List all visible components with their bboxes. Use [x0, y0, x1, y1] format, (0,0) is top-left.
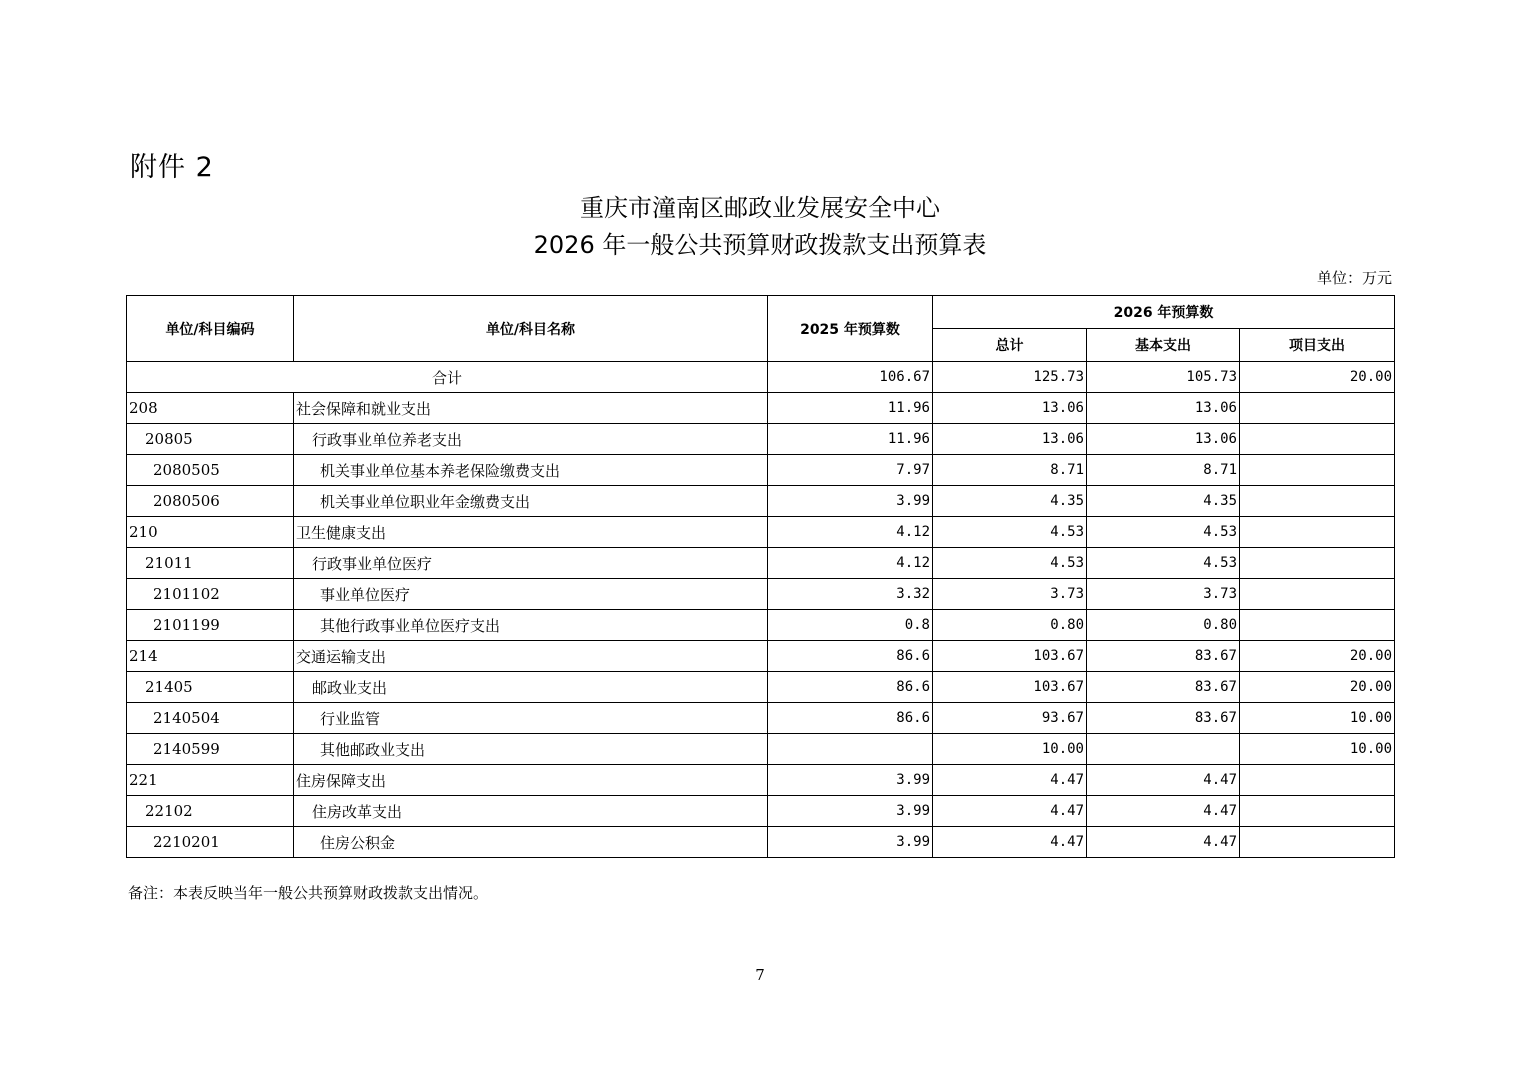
header-project: 项目支出 — [1240, 329, 1395, 362]
cell-total: 13.06 — [933, 424, 1087, 455]
cell-code: 2080505 — [127, 455, 294, 486]
cell-basic: 0.80 — [1087, 610, 1240, 641]
cell-project — [1240, 765, 1395, 796]
cell-budget-2025: 7.97 — [768, 455, 933, 486]
unit-label: 单位：万元 — [1316, 269, 1392, 287]
cell-total: 8.71 — [933, 455, 1087, 486]
cell-project: 20.00 — [1240, 641, 1395, 672]
table-row — [127, 796, 1395, 827]
table-row — [127, 827, 1395, 858]
attachment-label: 附件 2 — [130, 152, 214, 183]
budget-table — [126, 295, 1395, 858]
cell-budget-2025: 0.8 — [768, 610, 933, 641]
cell-basic: 83.67 — [1087, 672, 1240, 703]
cell-code: 208 — [127, 393, 294, 424]
cell-total: 4.47 — [933, 765, 1087, 796]
cell-total: 4.53 — [933, 517, 1087, 548]
cell-code: 21011 — [127, 548, 294, 579]
cell-code: 20805 — [127, 424, 294, 455]
table-row — [127, 703, 1395, 734]
total-row — [127, 362, 1395, 393]
cell-budget-2025: 3.99 — [768, 796, 933, 827]
cell-code: 2210201 — [127, 827, 294, 858]
cell-basic: 4.53 — [1087, 517, 1240, 548]
cell-budget-2025: 86.6 — [768, 703, 933, 734]
cell-name: 住房保障支出 — [294, 765, 768, 796]
cell-basic: 13.06 — [1087, 424, 1240, 455]
cell-code: 22102 — [127, 796, 294, 827]
table-row — [127, 455, 1395, 486]
table-row — [127, 610, 1395, 641]
total-total: 125.73 — [933, 362, 1087, 393]
cell-name: 其他邮政业支出 — [294, 734, 768, 765]
cell-basic: 4.47 — [1087, 765, 1240, 796]
cell-project — [1240, 393, 1395, 424]
cell-name: 其他行政事业单位医疗支出 — [294, 610, 768, 641]
cell-project — [1240, 548, 1395, 579]
cell-basic: 83.67 — [1087, 703, 1240, 734]
header-budget-2025: 2025 年预算数 — [768, 296, 933, 362]
cell-basic: 4.53 — [1087, 548, 1240, 579]
cell-budget-2025: 11.96 — [768, 393, 933, 424]
table-row — [127, 641, 1395, 672]
cell-code: 221 — [127, 765, 294, 796]
table-row — [127, 579, 1395, 610]
cell-code: 21405 — [127, 672, 294, 703]
header-code: 单位/科目编码 — [127, 296, 294, 362]
table-row — [127, 765, 1395, 796]
cell-project — [1240, 610, 1395, 641]
cell-code: 2101199 — [127, 610, 294, 641]
cell-basic: 13.06 — [1087, 393, 1240, 424]
cell-project — [1240, 796, 1395, 827]
cell-budget-2025: 86.6 — [768, 672, 933, 703]
total-project: 20.00 — [1240, 362, 1395, 393]
header-total: 总计 — [933, 329, 1087, 362]
cell-total: 13.06 — [933, 393, 1087, 424]
cell-name: 机关事业单位职业年金缴费支出 — [294, 486, 768, 517]
cell-total: 4.35 — [933, 486, 1087, 517]
cell-project — [1240, 424, 1395, 455]
page-number: 7 — [755, 966, 765, 984]
cell-name: 行政事业单位养老支出 — [294, 424, 768, 455]
cell-budget-2025: 4.12 — [768, 548, 933, 579]
header-name: 单位/科目名称 — [294, 296, 768, 362]
cell-budget-2025: 3.99 — [768, 765, 933, 796]
footnote: 备注：本表反映当年一般公共预算财政拨款支出情况。 — [128, 884, 489, 902]
header-basic: 基本支出 — [1087, 329, 1240, 362]
cell-code: 210 — [127, 517, 294, 548]
cell-project — [1240, 579, 1395, 610]
total-label: 合计 — [127, 362, 768, 393]
cell-basic: 4.47 — [1087, 827, 1240, 858]
cell-total: 103.67 — [933, 672, 1087, 703]
table-row — [127, 393, 1395, 424]
cell-total: 4.47 — [933, 827, 1087, 858]
table-row — [127, 486, 1395, 517]
cell-name: 交通运输支出 — [294, 641, 768, 672]
cell-name: 邮政业支出 — [294, 672, 768, 703]
cell-name: 住房改革支出 — [294, 796, 768, 827]
cell-budget-2025: 3.99 — [768, 486, 933, 517]
cell-basic: 4.47 — [1087, 796, 1240, 827]
cell-total: 3.73 — [933, 579, 1087, 610]
cell-name: 行业监管 — [294, 703, 768, 734]
cell-total: 93.67 — [933, 703, 1087, 734]
cell-total: 103.67 — [933, 641, 1087, 672]
cell-basic — [1087, 734, 1240, 765]
cell-project: 20.00 — [1240, 672, 1395, 703]
cell-name: 住房公积金 — [294, 827, 768, 858]
table-row — [127, 424, 1395, 455]
cell-name: 卫生健康支出 — [294, 517, 768, 548]
cell-code: 214 — [127, 641, 294, 672]
cell-budget-2025: 3.32 — [768, 579, 933, 610]
document-title-line2: 2026 年一般公共预算财政拨款支出预算表 — [533, 231, 987, 259]
cell-code: 2140599 — [127, 734, 294, 765]
cell-basic: 4.35 — [1087, 486, 1240, 517]
cell-budget-2025: 86.6 — [768, 641, 933, 672]
cell-total: 10.00 — [933, 734, 1087, 765]
cell-project — [1240, 517, 1395, 548]
cell-budget-2025: 4.12 — [768, 517, 933, 548]
cell-basic: 8.71 — [1087, 455, 1240, 486]
cell-code: 2080506 — [127, 486, 294, 517]
table-row — [127, 672, 1395, 703]
cell-name: 行政事业单位医疗 — [294, 548, 768, 579]
cell-project — [1240, 455, 1395, 486]
cell-total: 4.47 — [933, 796, 1087, 827]
cell-project — [1240, 486, 1395, 517]
cell-total: 4.53 — [933, 548, 1087, 579]
cell-basic: 83.67 — [1087, 641, 1240, 672]
cell-name: 机关事业单位基本养老保险缴费支出 — [294, 455, 768, 486]
cell-budget-2025 — [768, 734, 933, 765]
table-row — [127, 734, 1395, 765]
total-basic: 105.73 — [1087, 362, 1240, 393]
total-budget-2025: 106.67 — [768, 362, 933, 393]
header-budget-2026: 2026 年预算数 — [933, 296, 1395, 329]
cell-code: 2140504 — [127, 703, 294, 734]
cell-project: 10.00 — [1240, 734, 1395, 765]
cell-name: 事业单位医疗 — [294, 579, 768, 610]
cell-name: 社会保障和就业支出 — [294, 393, 768, 424]
table-row — [127, 517, 1395, 548]
cell-budget-2025: 3.99 — [768, 827, 933, 858]
table-row — [127, 548, 1395, 579]
document-title-line1: 重庆市潼南区邮政业发展安全中心 — [580, 194, 940, 222]
cell-total: 0.80 — [933, 610, 1087, 641]
cell-code: 2101102 — [127, 579, 294, 610]
cell-budget-2025: 11.96 — [768, 424, 933, 455]
cell-project — [1240, 827, 1395, 858]
cell-project: 10.00 — [1240, 703, 1395, 734]
cell-basic: 3.73 — [1087, 579, 1240, 610]
